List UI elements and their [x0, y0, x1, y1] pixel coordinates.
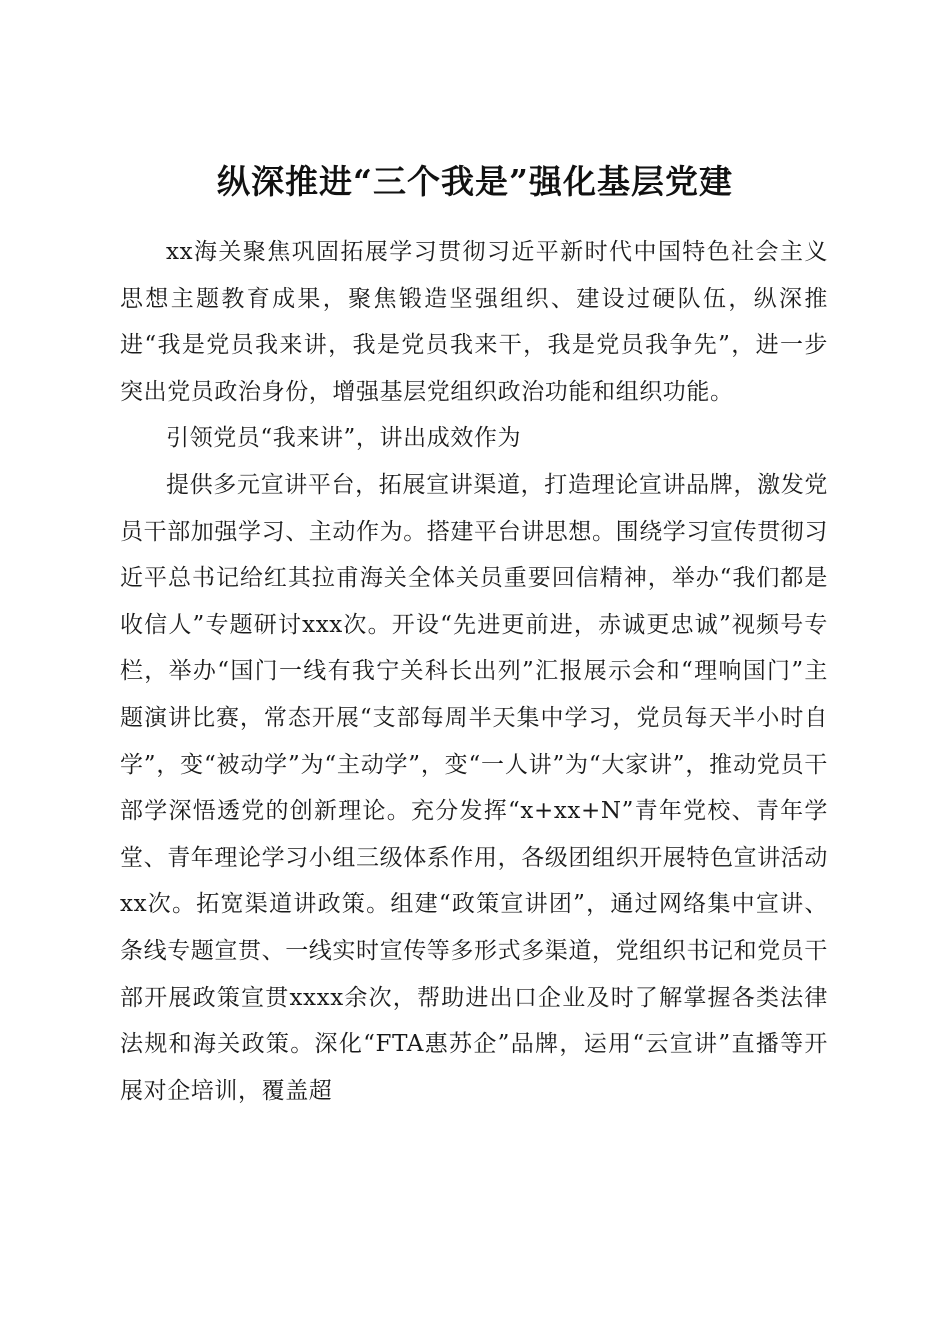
- intro-paragraph: xx海关聚焦巩固拓展学习贯彻习近平新时代中国特色社会主义思想主题教育成果，聚焦锻造坚强组织、建设过硬队伍，纵深推进“我是党员我来讲，我是党员我来干，我是党员我争先”，进一步突出党员政治身份，增强基层党组织政治功能和组织功能。: [120, 239, 828, 405]
- body-paragraph: 提供多元宣讲平台，拓展宣讲渠道，打造理论宣讲品牌，激发党员干部加强学习、主动作为。搭建平台讲思想。围绕学习宣传贯彻习近平总书记给红其拉甫海关全体关员重要回信精神，举办“我们都是收信人”专题研讨xxx次。开设“先进更前进，赤诚更忠诚”视频号专栏，举办“国门一线有我宁关科长出列”汇报展示会和“理响国门”主题演讲比赛，常态开展“支部每周半天集中学习，党员每天半小时自学”，变“被动学”为“主动学”，变“一人讲”为“大家讲”，推动党员干部学深悟透党的创新理论。充分发挥“x+xx+N”青年党校、青年学堂、青年理论学习小组三级体系作用，各级团组织开展特色宣讲活动xx次。拓宽渠道讲政策。组建“政策宣讲团”，通过网络集中宣讲、条线专题宣贯、一线实时宣传等多形式多渠道，党组织书记和党员干部开展政策宣贯xxxx余次，帮助进出口企业及时了解掌握各类法律法规和海关政策。深化“FTA惠苏企”品牌，运用“云宣讲”直播等开展对企培训，覆盖超: [120, 471, 828, 1104]
- section-heading: 引领党员“我来讲”，讲出成效作为: [166, 425, 522, 452]
- document-body: [120, 229, 828, 1114]
- document-title: 纵深推进“三个我是”强化基层党建: [217, 162, 733, 202]
